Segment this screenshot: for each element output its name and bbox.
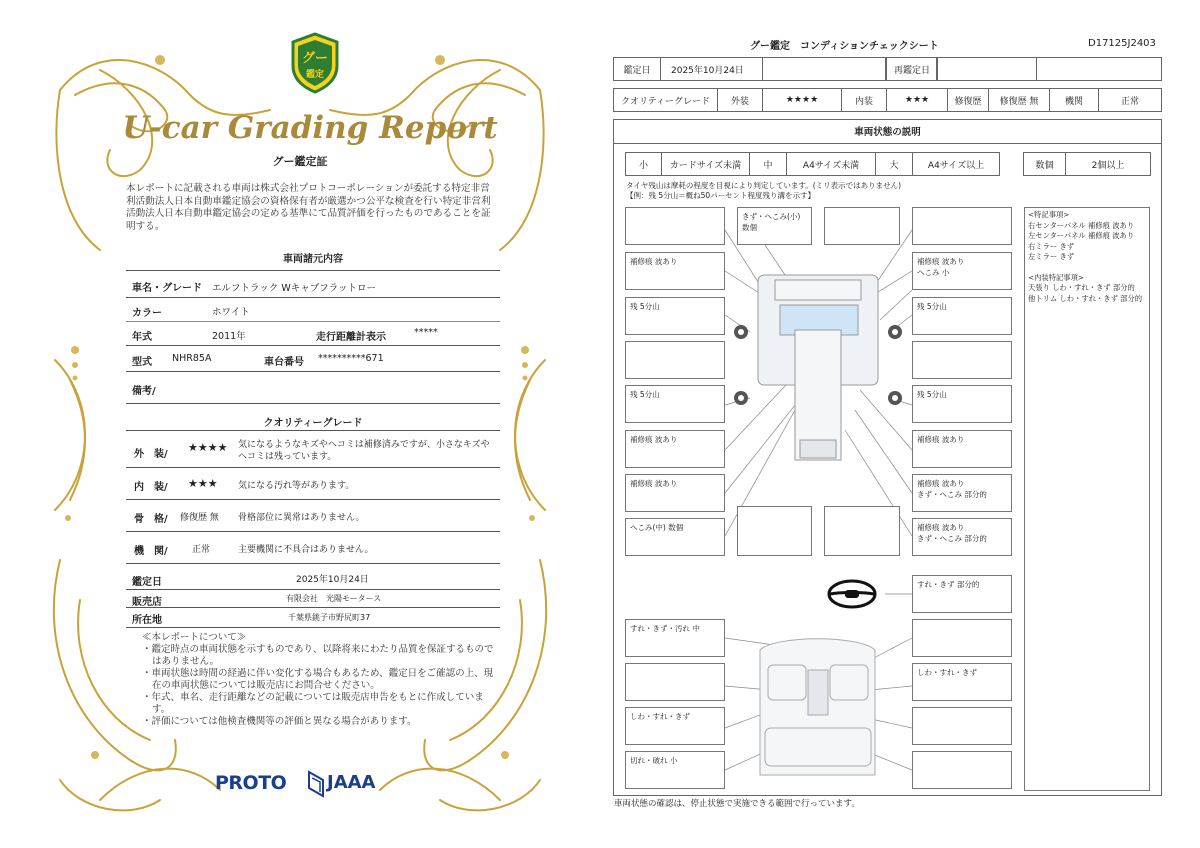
damage-box-right-3: 残 5分山 — [912, 297, 1012, 335]
interior-box-left-4: 切れ・破れ 小 — [625, 751, 725, 789]
damage-box-left-3: 残 5分山 — [625, 297, 725, 335]
tire-note-2: 【例：残 5分山＝概ね50パーセント程度残り溝を示す】 — [626, 191, 816, 200]
damage-box-left-6: 補修痕 波あり — [625, 430, 725, 468]
legend-large-desc: A4サイズ以上 — [912, 152, 1000, 176]
info-row-date — [126, 568, 500, 590]
jaaa-logo: JAAA — [327, 772, 376, 793]
dealer-label: 販売店 — [132, 597, 162, 608]
grade-row-frame — [126, 500, 500, 532]
grade-row-exterior — [126, 430, 500, 468]
appraisal-date-label: 鑑定日 — [132, 577, 162, 588]
exterior-label: 外 装/ — [134, 449, 168, 460]
frame-description: 骨格部位に異常はありません。 — [238, 513, 365, 523]
spec-row-name — [126, 270, 500, 298]
engine-value-cell: 正常 — [1098, 88, 1162, 112]
info-row-dealer — [126, 590, 500, 608]
exterior-description: 気になるようなキズやヘコミは補修済みですが、小さなキズやヘコミは残っています。 — [238, 440, 490, 462]
specs-heading: 車両諸元内容 — [283, 254, 343, 265]
chassis-label: 車台番号 — [264, 357, 304, 368]
damage-box-left-7: 補修痕 波あり — [625, 474, 725, 512]
note-item: ・年式、車名、走行距離などの記載については販売店申告をもとに作成しています。 — [142, 692, 484, 715]
damage-box-bottom-2 — [824, 506, 900, 556]
model-value: NHR85A — [172, 353, 212, 364]
year-label: 年式 — [132, 332, 152, 343]
exterior-label-cell: 外装 — [717, 88, 763, 112]
legend-count-value: 2個以上 — [1065, 152, 1151, 176]
name-label: 車名・グレード — [132, 283, 202, 294]
sponsor-logos — [215, 770, 415, 800]
name-value: エルフトラック Wキャブフラットロー — [212, 283, 377, 294]
damage-box-right-4 — [912, 341, 1012, 379]
svg-text:グー: グー — [301, 51, 329, 66]
redate-label-cell: 再鑑定日 — [886, 57, 938, 81]
legend-medium-label: 中 — [749, 152, 787, 176]
legend-count-label: 数個 — [1023, 152, 1066, 176]
damage-box-right-2 — [912, 252, 1012, 290]
year-value: 2011年 — [212, 331, 246, 342]
blank-cell — [762, 57, 886, 81]
date-value-cell: 2025年10月24日 — [660, 57, 763, 81]
quality-label-cell: クオリティーグレード — [613, 88, 718, 112]
damage-text: きず・へこみ 部分的 — [917, 534, 987, 543]
spec-row-model — [126, 346, 500, 372]
mileage-label: 走行距離計表示 — [316, 332, 386, 343]
interior-box-left-1: すれ・きず・汚れ 中 — [625, 619, 725, 657]
note-item: ・評価については他検査機関等の評価と異なる場合があります。 — [142, 716, 417, 727]
damage-text: 補修痕 波あり — [917, 479, 965, 488]
svg-text:U-car Grading Report: U-car Grading Report — [122, 110, 498, 146]
damage-box-top-1: きず・へこみ(小) 数個 — [737, 207, 812, 245]
svg-text:鑑定: 鑑定 — [305, 70, 325, 80]
legend-small-desc: カードサイズ未満 — [661, 152, 750, 176]
engine-label-cell: 機関 — [1049, 88, 1099, 112]
damage-box-right-8 — [912, 518, 1012, 556]
tire-note-1: タイヤ残山は摩耗の程度を目視により判定しています。(ミリ表示ではありません) — [626, 181, 902, 190]
frame-label: 骨 格/ — [134, 514, 168, 525]
sheet-id: D17125J2403 — [1088, 38, 1156, 49]
interior-box-left-3: しわ・すれ・きず — [625, 707, 725, 745]
special-note: 右センターパネル 補修痕 波あり — [1028, 220, 1135, 230]
damage-text: きず・へこみ 部分的 — [917, 490, 987, 499]
interior-label-cell: 内装 — [841, 88, 887, 112]
notes-heading: ≪本レポートについて≫ — [142, 632, 247, 643]
damage-text: 補修痕 波あり — [917, 523, 965, 532]
script-title — [122, 96, 498, 156]
address-value: 千葉県銚子市野尻町37 — [288, 613, 371, 622]
interior-description: 気になる汚れ等があります。 — [238, 481, 355, 491]
goo-appraisal-badge — [287, 32, 343, 94]
model-label: 型式 — [132, 357, 152, 368]
spec-row-remarks — [126, 372, 500, 404]
interior-box-right-2: しわ・すれ・きず — [912, 663, 1012, 701]
certificate-statement: 本レポートに記載される車両は株式会社プロトコーポレーションが委託する特定非営利活動法人日本自動車鑑定協会の資格保有者が厳選かつ公平な検査を行い特定非営利活動法人日本自動車鑑定協会の定める基準にて品質評価を行ったものであることを証明する。 — [126, 183, 491, 232]
interior-box-right-3 — [912, 707, 1012, 745]
proto-logo: PROTO — [215, 772, 287, 794]
legend-large-label: 大 — [875, 152, 913, 176]
damage-text: 補修痕 波あり — [917, 257, 965, 266]
redate-value-cell — [937, 57, 1037, 81]
mileage-value: ***** — [414, 327, 438, 338]
sheet-title: グー鑑定 コンディションチェックシート — [750, 41, 939, 52]
interior-box-wheel: すれ・きず 部分的 — [912, 575, 1012, 613]
interior-note: 他トリム しわ・すれ・きず 部分的 — [1028, 293, 1143, 303]
info-row-address — [126, 608, 500, 628]
damage-box-right-5: 残 5分山 — [912, 385, 1012, 423]
report-notes — [140, 632, 500, 728]
date-label-cell: 鑑定日 — [613, 57, 661, 81]
sheet-footer-note: 車両状態の確認は、停止状態で実施できる範囲で行っています。 — [614, 799, 860, 809]
damage-text: へこみ 小 — [917, 268, 950, 277]
engine-description: 主要機関に不具合はありません。 — [238, 545, 374, 555]
damage-box-right-7 — [912, 474, 1012, 512]
special-note: 右ミラー きず — [1028, 241, 1075, 251]
interior-stars: ★★★ — [188, 477, 218, 490]
interior-box-right-1 — [912, 619, 1012, 657]
interior-label: 内 装/ — [134, 482, 168, 493]
engine-value: 正常 — [192, 545, 211, 555]
special-notes-panel — [1024, 207, 1150, 791]
repair-value-cell: 修復歴 無 — [988, 88, 1050, 112]
damage-box-left-8: へこみ(中) 数個 — [625, 518, 725, 556]
quality-heading: クオリティーグレード — [263, 418, 363, 429]
interior-stars-cell: ★★★ — [886, 88, 948, 112]
interior-box-right-4 — [912, 751, 1012, 789]
note-item: ・車両状態は時間の経過に伴い変化する場合もあるため、鑑定日をご確認の上、現在の車両状態については販売店にお問合せください。 — [142, 668, 494, 691]
interior-notes-heading: <内装特記事項> — [1028, 272, 1085, 282]
remarks-label: 備考/ — [132, 386, 156, 397]
repair-label-cell: 修復歴 — [947, 88, 989, 112]
color-value: ホワイト — [212, 307, 250, 318]
address-label: 所在地 — [132, 615, 162, 626]
legend-medium-desc: A4サイズ未満 — [786, 152, 876, 176]
spec-row-year — [126, 322, 500, 346]
grade-row-interior — [126, 468, 500, 500]
condition-check-sheet — [600, 0, 1200, 848]
special-note: 左ミラー きず — [1028, 252, 1075, 261]
blank-cell — [1036, 57, 1162, 81]
special-notes-heading: <特記事項> — [1028, 210, 1070, 219]
damage-box-right-6: 補修痕 波あり — [912, 430, 1012, 468]
exterior-stars: ★★★★ — [188, 441, 228, 454]
dealer-value: 有限会社 光陽モータース — [286, 594, 382, 603]
damage-box-right-1 — [912, 207, 1012, 245]
damage-box-left-4 — [625, 341, 725, 379]
special-note: 左センターパネル 補修痕 波あり — [1028, 231, 1135, 240]
engine-label: 機 関/ — [134, 546, 168, 557]
certificate-heading: グー鑑定証 — [272, 155, 328, 168]
color-label: カラー — [132, 308, 162, 319]
frame-value: 修復歴 無 — [180, 513, 219, 523]
damage-box-left-1 — [625, 207, 725, 245]
jaaa-emblem-icon — [307, 770, 325, 798]
note-item: ・鑑定時点の車両状態を示すものであり、以降将来にわたり品質を保証するものではありません。 — [142, 644, 494, 667]
damage-box-left-2: 補修痕 波あり — [625, 252, 725, 290]
damage-box-left-5: 残 5分山 — [625, 385, 725, 423]
damage-box-top-2 — [824, 207, 900, 245]
section-title: 車両状態の説明 — [613, 119, 1162, 144]
interior-note: 天張り しわ・すれ・きず 部分的 — [1028, 283, 1135, 292]
appraisal-date-value: 2025年10月24日 — [296, 575, 369, 585]
exterior-stars-cell: ★★★★ — [762, 88, 842, 112]
interior-box-left-2 — [625, 663, 725, 701]
spacer — [1028, 263, 1146, 273]
damage-box-bottom-1 — [737, 506, 812, 556]
chassis-value: **********671 — [318, 353, 384, 364]
grade-row-engine — [126, 532, 500, 564]
legend-small-label: 小 — [625, 152, 662, 176]
spec-row-color — [126, 298, 500, 322]
